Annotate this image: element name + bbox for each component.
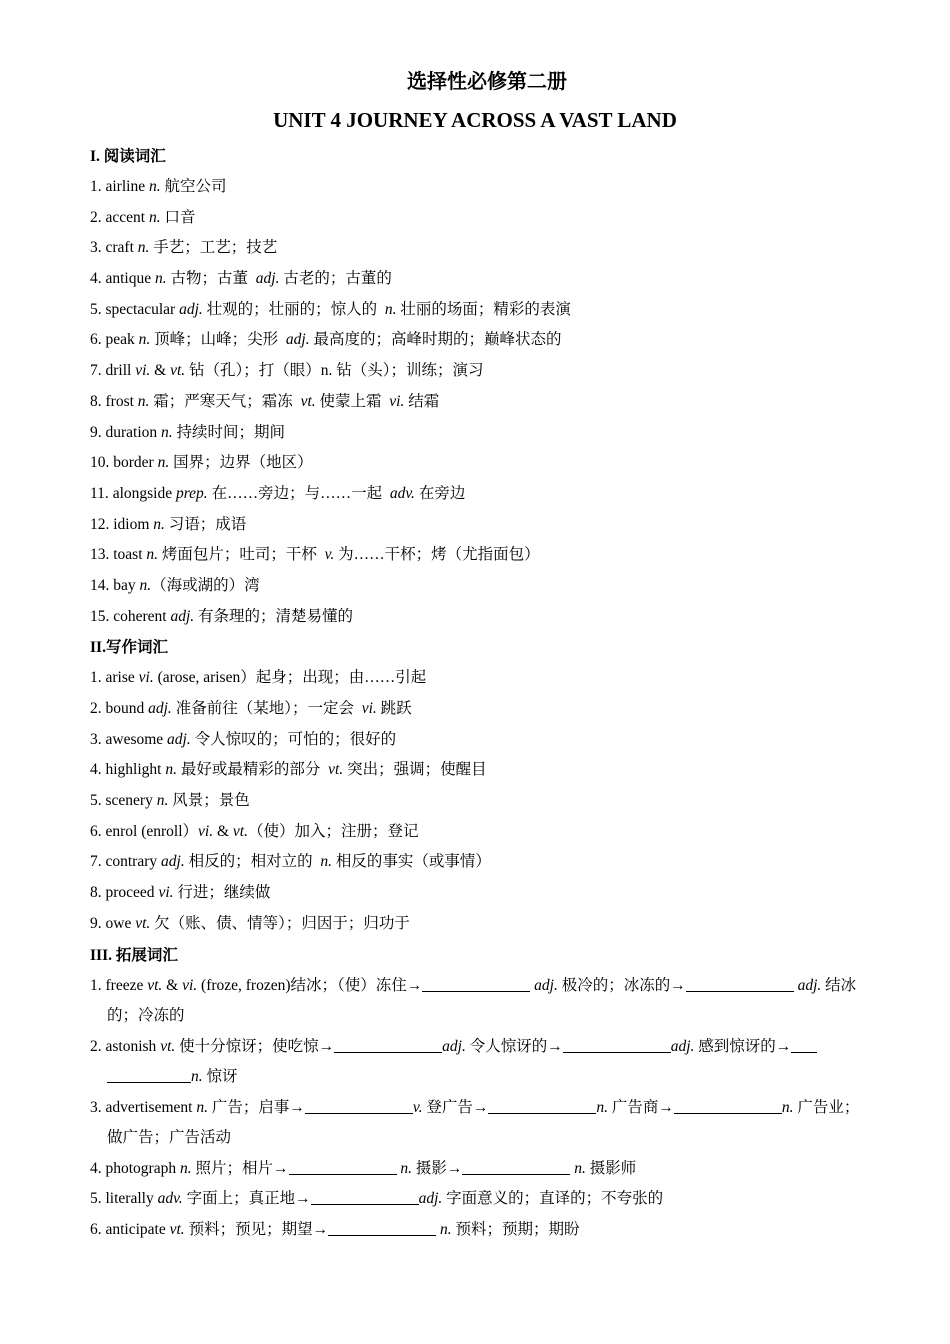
vocab-item: 13. toast n. 烤面包片；吐司；干杯 v. 为……干杯；烤（尤指面包） (90, 546, 540, 564)
vocab-item: 1. airline n. 航空公司 (90, 178, 227, 195)
vocab-item: 4. highlight n. 最好或最精彩的部分 vt. 突出；强调；使醒目 (90, 761, 487, 779)
answer-blank[interactable] (334, 1037, 442, 1053)
vocab-item: 3. awesome adj. 令人惊叹的；可怕的；很好的 (90, 730, 397, 748)
vocab-item: 2. accent n. 口音 (90, 208, 196, 226)
vocab-item: 2. bound adj. 准备前往（某地）；一定会 vi. 跳跃 (90, 700, 412, 717)
vocab-item: 11. alongside prep. 在……旁边；与……一起 adv. 在旁边 (90, 484, 466, 502)
vocab-item: 9. duration n. 持续时间；期间 (90, 423, 286, 441)
document-page (90, 68, 860, 1246)
vocab-item: 1. arise vi. (arose, arisen）起身；出现；由……引起 (90, 669, 427, 687)
vocab-item: 8. proceed vi. 行进；继续做 (90, 884, 271, 902)
answer-blank[interactable] (311, 1189, 419, 1205)
vocab-item: 6. peak n. 顶峰；山峰；尖形 adj. 最高度的；高峰时期的；巅峰状态的 (90, 331, 562, 349)
answer-blank[interactable] (791, 1037, 817, 1053)
vocab-item: 14. bay n.（海或湖的）湾 (90, 576, 260, 594)
vocab-item: 8. frost n. 霜；严寒天气；霜冻 vt. 使蒙上霜 vi. 结霜 (90, 392, 440, 410)
answer-blank[interactable] (462, 1159, 570, 1175)
vocab-item: 4. photograph n. 照片；相片→ n. 摄影→ n. 摄影师 (90, 1159, 637, 1177)
vocab-item: 15. coherent adj. 有条理的；清楚易懂的 (90, 607, 354, 625)
vocab-item: 2. astonish vt. 使十分惊讶；使吃惊→ adj. 令人惊讶的→ adj. 感到惊讶的→ n. 惊讶 (90, 1032, 860, 1093)
vocab-item: 5. spectacular adj. 壮观的；壮丽的；惊人的 n. 壮丽的场面；精彩的表演 (90, 300, 571, 318)
answer-blank-continued[interactable] (107, 1067, 191, 1083)
vocab-item: 7. drill vi. & vt. 钻（孔）；打（眼）n. 钻（头）；训练；演习 (90, 362, 484, 380)
unit-title: UNIT 4 JOURNEY ACROSS A VAST LAND (273, 108, 677, 132)
vocab-item: 5. scenery n. 风景；景色 (90, 792, 250, 810)
page-title: 选择性必修第二册 (407, 71, 567, 93)
answer-blank[interactable] (563, 1037, 671, 1053)
vocab-item: 6. enrol (enroll）vi. & vt.（使）加入；注册；登记 (90, 822, 419, 840)
section-heading: I. 阅读词汇 (90, 148, 166, 165)
vocab-item: 7. contrary adj. 相反的；相对立的 n. 相反的事实（或事情） (90, 853, 491, 871)
answer-blank[interactable] (422, 976, 530, 992)
answer-blank[interactable] (289, 1159, 397, 1175)
answer-blank[interactable] (686, 976, 794, 992)
answer-blank[interactable] (674, 1098, 782, 1114)
vocab-item: 3. advertisement n. 广告；启事→ v. 登广告→ n. 广告商→ n. 广告业；做广告；广告活动 (90, 1098, 860, 1146)
section-heading: II.写作词汇 (90, 639, 168, 657)
answer-blank[interactable] (328, 1220, 436, 1236)
vocab-item: 12. idiom n. 习语；成语 (90, 515, 247, 533)
vocab-item: 3. craft n. 手艺；工艺；技艺 (90, 239, 278, 257)
vocab-item: 6. anticipate vt. 预料；预见；期望→ n. 预料；预期；期盼 (90, 1220, 580, 1238)
answer-blank[interactable] (488, 1098, 596, 1114)
vocab-item: 5. literally adv. 字面上；真正地→ adj. 字面意义的；直译的；不夸张的 (90, 1190, 664, 1208)
vocab-item: 4. antique n. 古物；古董 adj. 古老的；古董的 (90, 270, 392, 288)
answer-blank[interactable] (305, 1098, 413, 1114)
vocab-item: 9. owe vt. 欠（账、债、情等）；归因于；归功于 (90, 914, 410, 932)
section-heading: III. 拓展词汇 (90, 946, 178, 964)
vocab-item: 1. freeze vt. & vi. (froze, frozen)结冰；（使）冻住→ adj. 极冷的；冰冻的→ adj. 结冰的；冷冻的 (90, 976, 857, 1024)
vocab-item: 10. border n. 国界；边界（地区） (90, 454, 313, 472)
